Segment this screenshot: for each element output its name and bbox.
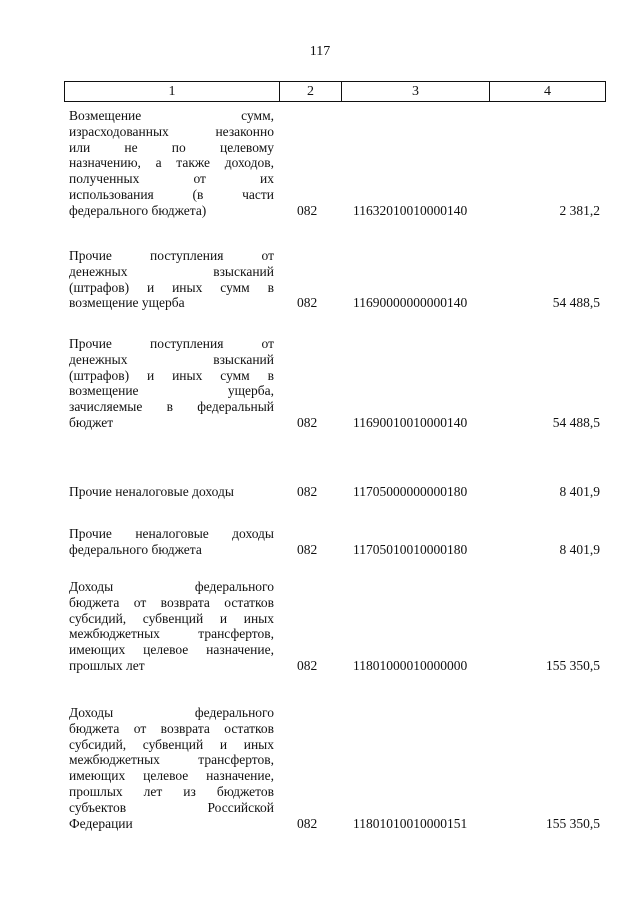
- description-line: федерального бюджета: [69, 541, 202, 557]
- page-number: 117: [309, 44, 331, 59]
- description-line: (штрафов) и иных сумм в: [69, 279, 274, 295]
- row-amount: 155 350,5: [546, 658, 600, 673]
- description-line: Прочие поступления от: [69, 248, 274, 263]
- row-amount: 2 381,2: [559, 202, 600, 218]
- header-col-4: 4: [544, 84, 551, 99]
- description-line: возмещение ущерба: [69, 295, 185, 311]
- description-line: или не по целевому: [69, 139, 274, 155]
- description-line: назначению, а также доходов,: [69, 155, 274, 171]
- row-kbk: 11801010010000151: [353, 815, 468, 831]
- description-line: прошлых лет: [69, 657, 145, 673]
- row-kbk: 11705010010000180: [353, 541, 468, 557]
- description-line: субсидий, субвенций и иных: [69, 610, 274, 626]
- description-line: полученных от их: [69, 171, 274, 187]
- description-line: субъектов Российской: [69, 799, 274, 815]
- description-line: субсидий, субвенций и иных: [69, 736, 274, 752]
- description-line: зачисляемые в федеральный: [69, 399, 274, 415]
- description-line: использования (в части: [69, 186, 274, 202]
- header-col-2: 2: [280, 82, 342, 101]
- description-line: имеющих целевое назначение,: [69, 768, 274, 784]
- row-description: [69, 705, 274, 831]
- row-description: [69, 579, 274, 674]
- description-line: бюджета от возврата остатков: [69, 720, 274, 736]
- row-description: [69, 108, 274, 219]
- description-line: денежных взысканий: [69, 351, 274, 367]
- description-line: бюджета от возврата остатков: [69, 594, 274, 610]
- description-line: межбюджетных трансфертов,: [69, 752, 274, 768]
- description-line: возмещение ущерба,: [69, 383, 274, 399]
- row-description: [69, 484, 274, 500]
- description-line: Прочие неналоговые доходы: [69, 526, 274, 541]
- description-line: бюджет: [69, 414, 114, 430]
- description-line: израсходованных незаконно: [69, 123, 274, 139]
- row-code: 082: [297, 415, 318, 430]
- row-description: [69, 336, 274, 431]
- row-code: 082: [297, 484, 318, 499]
- description-line: денежных взысканий: [69, 263, 274, 279]
- row-amount: 54 488,5: [552, 295, 600, 311]
- row-code: 082: [297, 295, 318, 311]
- description-line: имеющих целевое назначение,: [69, 642, 274, 658]
- row-kbk: 11690010010000140: [353, 415, 468, 430]
- row-amount: 8 401,9: [559, 484, 600, 499]
- description-line: Прочие поступления от: [69, 336, 274, 351]
- row-amount: 8 401,9: [559, 541, 600, 557]
- row-kbk: 11705000000000180: [353, 484, 468, 499]
- row-code: 082: [297, 541, 318, 557]
- row-code: 082: [297, 658, 318, 673]
- description-line: федерального бюджета): [69, 202, 207, 218]
- row-kbk: 11801000010000000: [353, 658, 468, 673]
- row-description: [69, 248, 274, 311]
- row-code: 082: [297, 815, 318, 831]
- description-line: Федерации: [69, 815, 133, 831]
- row-code: 082: [297, 202, 318, 218]
- row-kbk: 11690000000000140: [353, 295, 468, 311]
- description-line: прошлых лет из бюджетов: [69, 783, 274, 799]
- row-amount: 155 350,5: [546, 815, 600, 831]
- description-line: Доходы федерального: [69, 579, 274, 594]
- table-header: [64, 81, 606, 102]
- description-line: Прочие неналоговые доходы: [69, 484, 234, 499]
- description-line: межбюджетных трансфертов,: [69, 626, 274, 642]
- description-line: Доходы федерального: [69, 705, 274, 720]
- row-amount: 54 488,5: [552, 415, 600, 430]
- description-line: (штрафов) и иных сумм в: [69, 367, 274, 383]
- header-col-1: 1: [65, 82, 280, 101]
- description-line: Возмещение сумм,: [69, 108, 274, 123]
- row-kbk: 11632010010000140: [353, 202, 468, 218]
- header-col-3: 3: [342, 82, 490, 101]
- row-description: [69, 526, 274, 558]
